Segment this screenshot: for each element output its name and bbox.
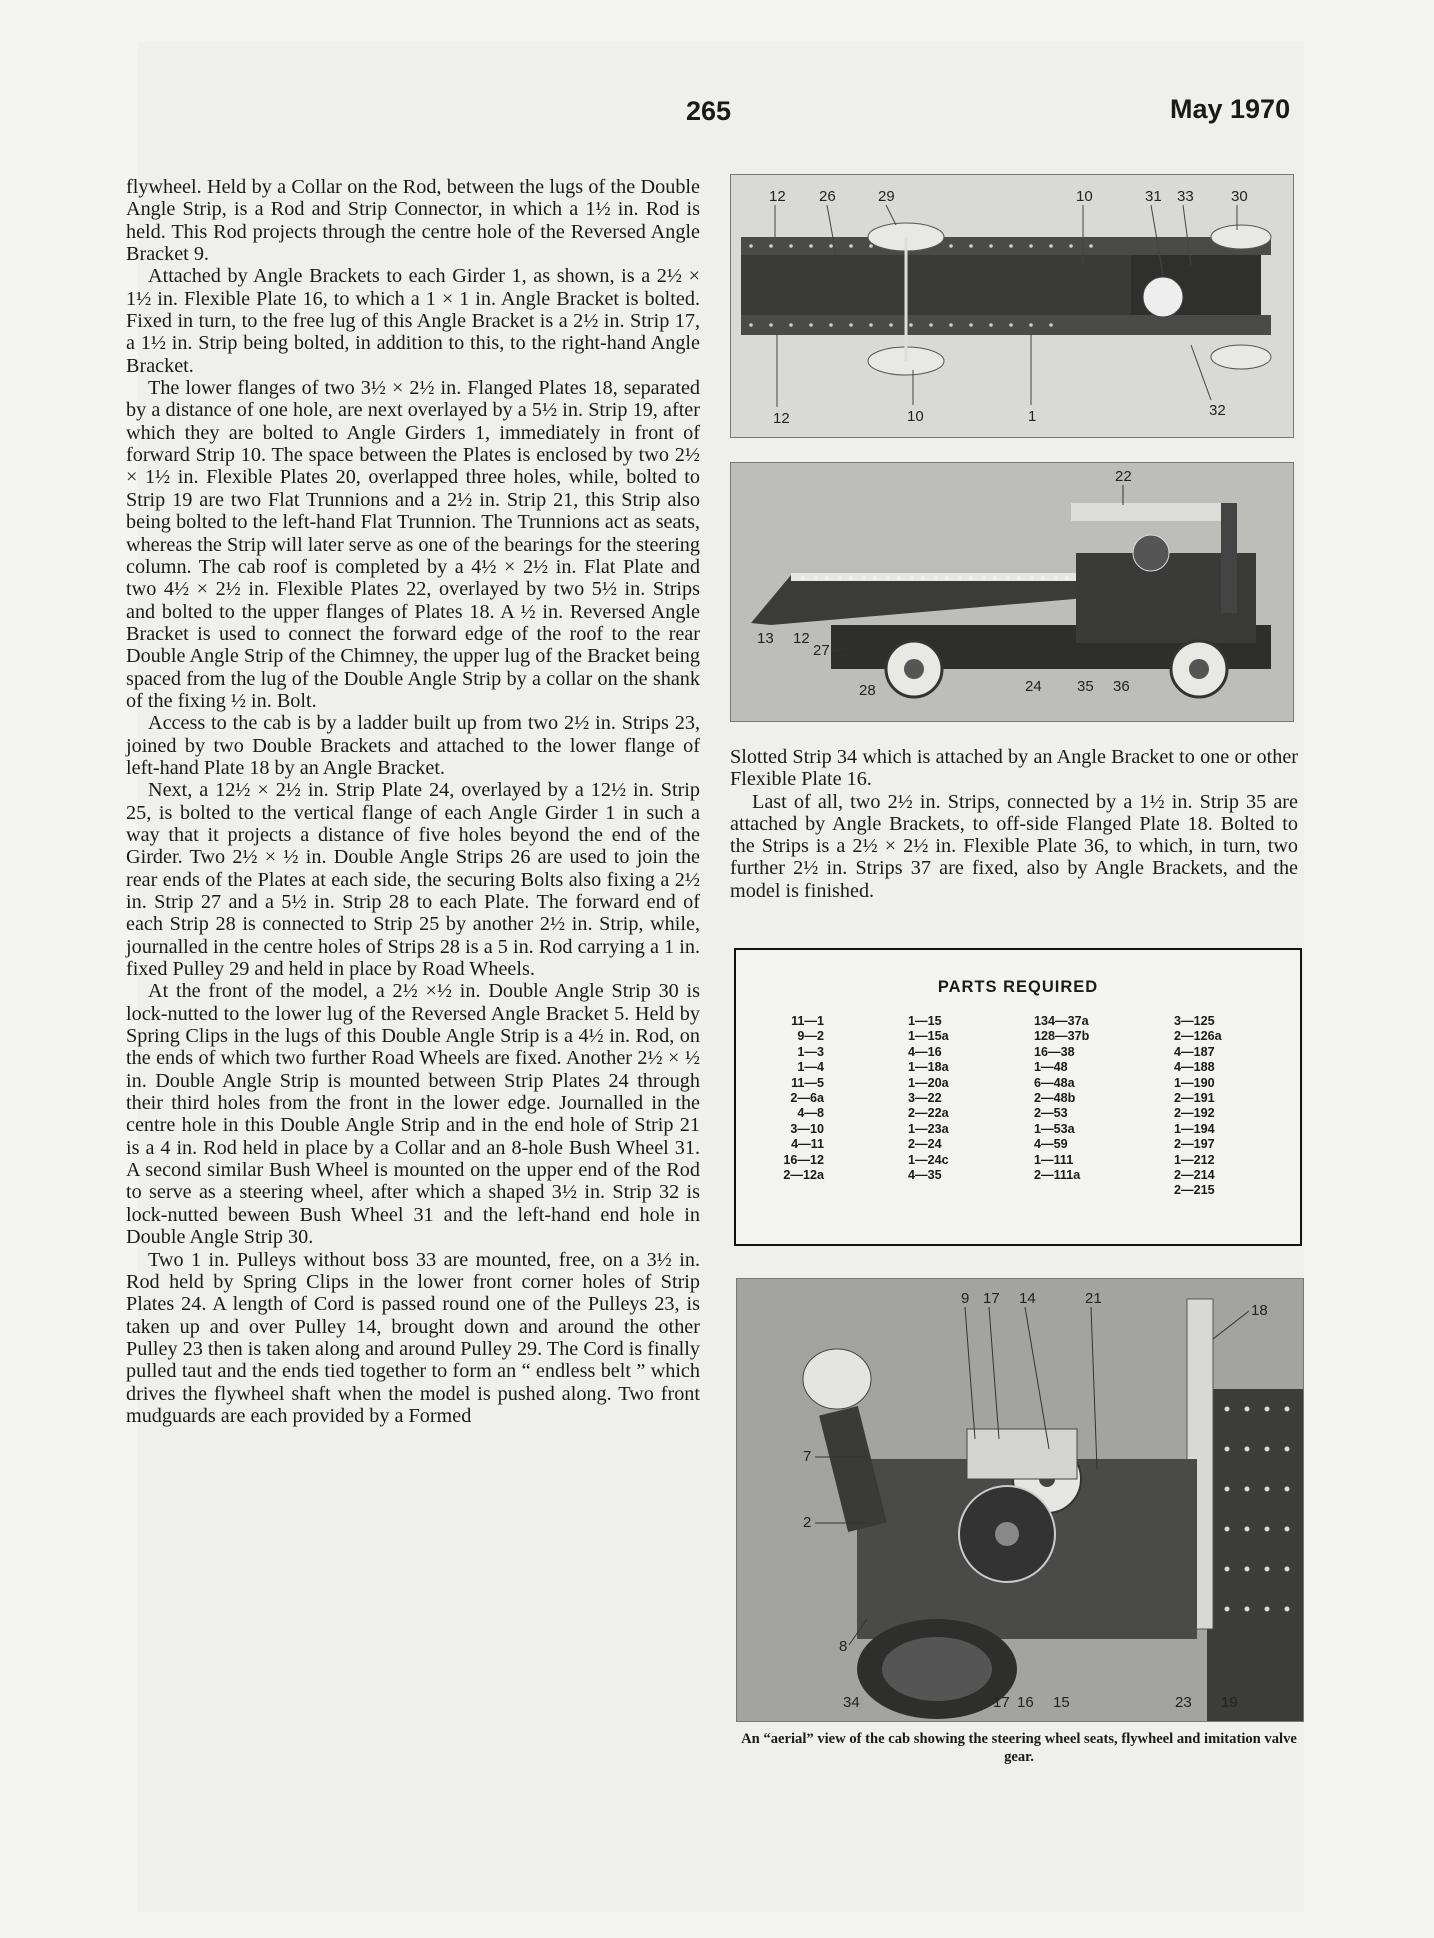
- truck-side-view-photo: [730, 462, 1294, 722]
- part-entry: 2—48b: [1034, 1091, 1076, 1106]
- part-entry: 9—2: [797, 1029, 824, 1044]
- photo-label: 22: [1115, 468, 1132, 485]
- paragraph: Attached by Angle Brackets to each Girder 1, as shown, is a 2½ × 1½ in. Flexible Plate 16, to which a 1 × 1 in. Angle Bracket is bolted. Fixed in turn, to the free lug of this Angle Bracket is a 2½ in. Strip 17, a 1½ in. Strip being bolted, in addition to this, to the right-hand Angle Bracket.: [126, 265, 700, 377]
- part-entry: 1—24c: [908, 1152, 949, 1167]
- part-entry: 2—24: [908, 1137, 942, 1152]
- cab-aerial-view-photo: [736, 1278, 1304, 1722]
- photo-label: 15: [1053, 1694, 1070, 1711]
- part-entry: 3—125: [1174, 1014, 1215, 1028]
- part-entry: 1—212: [1174, 1152, 1215, 1167]
- part-entry: 1—15a: [908, 1029, 949, 1044]
- parts-column: [1034, 1014, 1089, 1183]
- part-entry: 4—8: [797, 1106, 824, 1121]
- part-entry: 2—22a: [908, 1106, 949, 1121]
- part-entry: 128—37b: [1034, 1029, 1090, 1044]
- photo-label: 36: [1113, 678, 1130, 695]
- part-entry: 1—111: [1034, 1152, 1074, 1167]
- part-entry: 2—215: [1174, 1183, 1215, 1198]
- photo-label: 27: [813, 642, 830, 659]
- photo-label: 12: [793, 630, 810, 647]
- part-entry: 2—191: [1174, 1091, 1215, 1106]
- photo-label: 21: [1085, 1290, 1102, 1307]
- photo-label: 31: [1145, 188, 1162, 205]
- photo-label: 26: [819, 188, 836, 205]
- part-entry: 1—18a: [908, 1060, 949, 1075]
- photo-label: 29: [878, 188, 895, 205]
- part-entry: 3—22: [908, 1091, 942, 1106]
- photo-label: 9: [961, 1290, 970, 1307]
- part-entry: 1—3: [797, 1044, 824, 1059]
- photo-label: 10: [1076, 188, 1093, 205]
- parts-title: PARTS REQUIRED: [937, 978, 1099, 996]
- paragraph: The lower flanges of two 3½ × 2½ in. Flanged Plates 18, separated by a distance of one hole, are next overlayed by a 5½ in. Strip 19, after which they are bolted to Angle Girders 1, immediately in front of forward Strip 10. The space between the Plates is enclosed by two 2½ × 1½ in. Flexible Plates 20, overlapped three holes, while, bolted to Strip 19 are two Flat Trunnions and a 2½ in. Strip 21, this Strip also being bolted to the left-hand Flat Trunnion. The Trunnions act as seats, whereas the Strip will later serve as one of the bearings for the steering column. The cab roof is completed by a 4½ × 2½ in. Flat Plate and two 4½ × 2½ in. Flexible Plates 22, overlayed by two 5½ in. Strips and bolted to the upper flanges of Plates 18. A ½ in. Reversed Angle Bracket is used to connect the forward edge of the roof to the rear Double Angle Strip of the Chimney, the upper lug of the Bracket being spaced from the lug of the Double Angle Strip by a collar on the shank of the fixing ½ in. Bolt.: [126, 377, 700, 712]
- part-entry: 16—12: [783, 1152, 824, 1167]
- photo-label: 14: [1019, 1290, 1036, 1307]
- part-entry: 2—192: [1174, 1106, 1215, 1121]
- part-entry: 4—59: [1034, 1137, 1068, 1152]
- part-entry: 6—48a: [1034, 1075, 1075, 1090]
- photo-label: 28: [859, 682, 876, 699]
- part-entry: 4—188: [1174, 1060, 1215, 1075]
- photo-label: 1: [1028, 408, 1037, 425]
- paragraph: Last of all, two 2½ in. Strips, connected by a 1½ in. Strip 35 are attached by Angle Brackets, to off-side Flanged Plate 18. Bolted to the Strips is a 2½ × 2½ in. Flexible Plate 36, to which, in turn, two further 2½ in. Strips 37 are fixed, also by Angle Brackets, and the model is finished.: [730, 790, 1298, 902]
- photo-label: 10: [907, 408, 924, 425]
- part-entry: 4—35: [908, 1168, 942, 1183]
- photo-label: 35: [1077, 678, 1094, 695]
- paragraph: Access to the cab is by a ladder built up from two 2½ in. Strips 23, joined by two Double Brackets and attached to the lower flange of left-hand Plate 18 by an Angle Bracket.: [126, 712, 700, 779]
- photo-caption: An “aerial” view of the cab showing the steering wheel seats, flywheel and imitation valve gear.: [741, 1731, 1297, 1765]
- part-entry: 1—53a: [1034, 1121, 1075, 1136]
- parts-column: [764, 1014, 824, 1183]
- photo-label: 12: [773, 410, 790, 427]
- photo-label: 32: [1209, 402, 1226, 419]
- paragraph: Slotted Strip 34 which is attached by an Angle Bracket to one or other Flexible Plate 16.: [730, 746, 1298, 791]
- part-entry: 1—20a: [908, 1075, 949, 1090]
- part-entry: 4—187: [1174, 1044, 1215, 1059]
- photo-label: 7: [803, 1448, 812, 1465]
- photo-label: 34: [843, 1694, 860, 1711]
- part-entry: 1—194: [1174, 1121, 1215, 1136]
- photo-label: 24: [1025, 678, 1042, 695]
- part-entry: 1—48: [1034, 1060, 1068, 1075]
- parts-column: [1174, 1014, 1222, 1199]
- part-entry: 2—197: [1174, 1137, 1215, 1152]
- part-entry: 1—15: [908, 1014, 942, 1028]
- part-entry: 134—37a: [1034, 1014, 1089, 1028]
- photo-label: 2: [803, 1514, 812, 1531]
- part-entry: 1—23a: [908, 1121, 949, 1136]
- photo-label: 33: [1177, 188, 1194, 205]
- photo-label: 30: [1231, 188, 1248, 205]
- part-entry: 4—11: [791, 1137, 824, 1152]
- photo-label: 8: [839, 1638, 848, 1655]
- part-entry: 2—53: [1034, 1106, 1068, 1121]
- photo-label: 23: [1175, 1694, 1192, 1711]
- part-entry: 2—6a: [790, 1091, 824, 1106]
- right-text-column: [730, 746, 1298, 902]
- photo-label: 18: [1251, 1302, 1268, 1319]
- part-entry: 16—38: [1034, 1044, 1075, 1059]
- photo-label: 17: [983, 1290, 1000, 1307]
- paragraph: Next, a 12½ × 2½ in. Strip Plate 24, overlayed by a 12½ in. Strip 25, is bolted to the vertical flange of each Angle Girder 1 in such a way that it projects a distance of five holes beyond the end of the Girder. Two 2½ × ½ in. Double Angle Strips 26 are used to join the rear ends of the Plates at each side, the securing Bolts also fixing a 2½ in. Strip 27 and a 5½ in. Strip 28 to each Plate. The forward end of each Strip 28 is connected to Strip 25 by another 2½ in. Strip, while, journalled in the centre holes of Strips 28 is a 5 in. Rod carrying a 1 in. fixed Pulley 29 and held in place by Road Wheels.: [126, 779, 700, 981]
- photo-label: 16: [1017, 1694, 1034, 1711]
- part-entry: 1—190: [1174, 1075, 1215, 1090]
- parts-required-box: [734, 948, 1302, 1246]
- photo-label: 13: [757, 630, 774, 647]
- photo-label: 17: [993, 1694, 1010, 1711]
- left-text-column: [126, 176, 700, 1427]
- part-entry: 2—126a: [1174, 1029, 1222, 1044]
- part-entry: 2—214: [1174, 1168, 1215, 1183]
- paragraph: Two 1 in. Pulleys without boss 33 are mounted, free, on a 3½ in. Rod held by Spring Clips in the lower front corner holes of Strip Plates 24. A length of Cord is passed round one of the Pulleys 23, is taken up and over Pulley 14, brought down and around the other Pulley 23 then is taken along and around Pulley 29. The Cord is finally pulled taut and the ends tied together to form an “ endless belt ” which drives the flywheel shaft when the model is pushed along. Two front mudguards are each provided by a Formed: [126, 1248, 700, 1427]
- page-number: 265: [686, 96, 732, 126]
- part-entry: 3—10: [790, 1121, 824, 1136]
- photo-label: 19: [1221, 1694, 1238, 1711]
- paragraph: At the front of the model, a 2½ ×½ in. Double Angle Strip 30 is lock-nutted to the lower lug of the Reversed Angle Bracket 5. Held by Spring Clips in the lugs of this Double Angle Strip is a 4½ in. Rod, on the ends of which two further Road Wheels are fixed. Another 2½ × ½ in. Double Angle Strip is mounted between Strip Plates 24 through their third holes from the front in the lower edge. Journalled in the centre hole in this Double Angle Strip and in the end hole of Strip 21 is a 4 in. Rod held in place by a Collar and an 8-hole Bush Wheel 31. A second similar Bush Wheel is mounted on the upper end of the Rod to serve as a steering wheel, after which a shaped 3½ in. Strip 32 is lock-nutted beween Bush Wheel 31 and the left-hand end hole in Double Angle Strip 30.: [126, 980, 700, 1249]
- part-entry: 2—111a: [1034, 1168, 1081, 1183]
- parts-column: [908, 1014, 949, 1183]
- part-entry: 2—12a: [783, 1168, 824, 1183]
- issue-date: May 1970: [1170, 94, 1291, 124]
- paragraph: flywheel. Held by a Collar on the Rod, between the lugs of the Double Angle Strip, is a Rod and Strip Connector, in which a 1½ in. Rod is held. This Rod projects through the centre hole of the Reversed Angle Bracket 9.: [126, 176, 700, 266]
- part-entry: 11—1: [791, 1014, 824, 1028]
- part-entry: 11—5: [791, 1075, 824, 1090]
- chassis-underside-photo: [730, 174, 1294, 438]
- photo-label: 12: [769, 188, 786, 205]
- part-entry: 4—16: [908, 1044, 942, 1059]
- part-entry: 1—4: [797, 1060, 824, 1075]
